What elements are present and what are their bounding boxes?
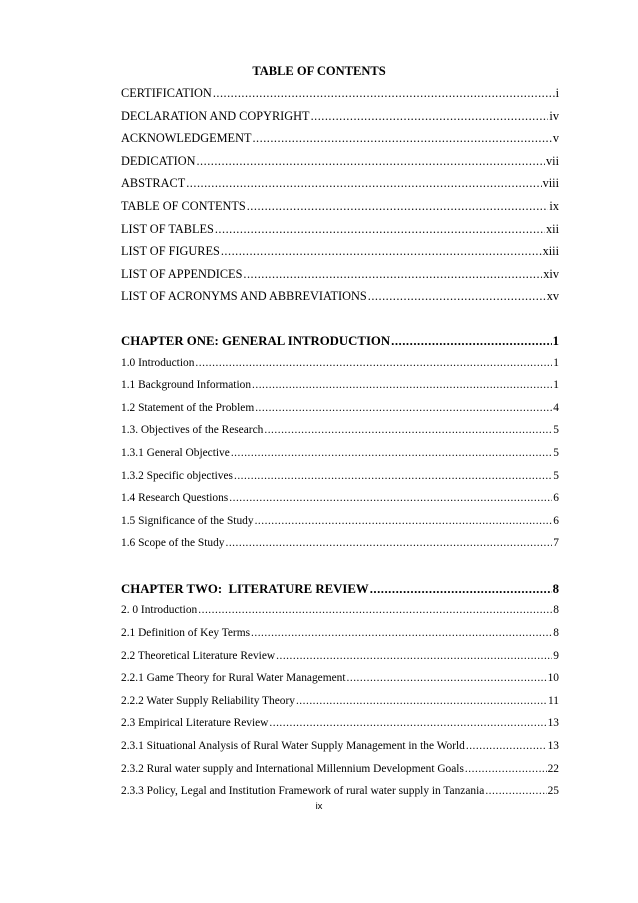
toc-entry[interactable]: [121, 176, 559, 199]
chapter-two-section: [121, 582, 559, 808]
toc-entry[interactable]: [121, 672, 559, 695]
toc-entry[interactable]: [121, 604, 559, 627]
dot-leader: [221, 244, 542, 259]
toc-entry-label: 1.1 Background Information: [121, 379, 252, 392]
toc-entry-page: 9: [553, 649, 559, 662]
toc-entry-label: 1.5 Significance of the Study: [121, 514, 254, 527]
toc-entry[interactable]: [121, 86, 559, 109]
toc-entry-page: 25: [547, 785, 559, 798]
toc-entry-label: 1.3.1 General Objective: [121, 446, 230, 459]
toc-entry[interactable]: [121, 492, 559, 515]
toc-entry-label: DECLARATION AND COPYRIGHT: [121, 108, 310, 123]
toc-entry-label: 2.3 Empirical Literature Review: [121, 717, 269, 730]
dot-leader: [251, 627, 552, 639]
dot-leader: [485, 785, 546, 797]
toc-entry-page: 13: [547, 740, 559, 753]
toc-entry-label: TABLE OF CONTENTS: [121, 198, 246, 213]
dot-leader: [252, 379, 552, 391]
dot-leader: [269, 717, 546, 729]
toc-entry-page: 8: [553, 627, 559, 640]
chapter-heading-page: 8: [552, 581, 559, 596]
chapter-heading-page: 1: [552, 333, 559, 348]
toc-entry-label: LIST OF FIGURES: [121, 244, 220, 259]
dot-leader: [195, 357, 552, 369]
toc-entry-label: 1.0 Introduction: [121, 356, 195, 369]
toc-entry[interactable]: [121, 627, 559, 650]
toc-entry[interactable]: [121, 424, 559, 447]
dot-leader: [243, 267, 542, 282]
toc-entry-page: ix: [549, 198, 559, 213]
toc-entry-label: 2.3.3 Policy, Legal and Institution Framework of rural water supply in Tanzania: [121, 785, 485, 798]
chapter-one-section: [121, 334, 559, 560]
toc-entry-label: ABSTRACT: [121, 176, 186, 191]
toc-entry-page: vii: [546, 153, 559, 168]
toc-entry-label: ACKNOWLEDGEMENT: [121, 131, 252, 146]
toc-entry-label: 2.2.1 Game Theory for Rural Water Management: [121, 672, 346, 685]
toc-entry[interactable]: [121, 109, 559, 132]
toc-entry-label: 1.3. Objectives of the Research: [121, 424, 264, 437]
dot-leader: [311, 109, 549, 124]
toc-entry-page: 5: [553, 446, 559, 459]
toc-entry[interactable]: [121, 357, 559, 380]
toc-entry-label: 2. 0 Introduction: [121, 604, 198, 617]
toc-entry[interactable]: [121, 695, 559, 718]
dot-leader: [255, 402, 552, 414]
toc-entry-page: xiv: [543, 266, 559, 281]
toc-entry-label: 1.2 Statement of the Problem: [121, 401, 255, 414]
toc-entry-label: 2.3.2 Rural water supply and International Millennium Development Goals: [121, 762, 464, 775]
toc-entry-page: 1: [553, 379, 559, 392]
dot-leader: [466, 740, 547, 752]
toc-entry-page: 6: [553, 514, 559, 527]
toc-entry-page: xii: [546, 221, 559, 236]
toc-entry-page: 8: [553, 604, 559, 617]
dot-leader: [255, 515, 553, 527]
dot-leader: [225, 537, 552, 549]
toc-entry-label: CERTIFICATION: [121, 86, 212, 100]
toc-entry-page: iv: [549, 108, 559, 123]
toc-entry-page: xv: [546, 289, 559, 304]
toc-entry[interactable]: [121, 717, 559, 740]
toc-entry[interactable]: [121, 650, 559, 673]
dot-leader: [465, 763, 547, 775]
toc-entry-page: 10: [547, 672, 559, 685]
dot-leader: [247, 199, 549, 214]
toc-entry[interactable]: [121, 199, 559, 222]
toc-entry[interactable]: [121, 537, 559, 560]
toc-entry-page: 5: [553, 424, 559, 437]
toc-entry[interactable]: [121, 154, 559, 177]
toc-entry[interactable]: [121, 402, 559, 425]
chapter-heading[interactable]: [121, 582, 559, 605]
toc-entry[interactable]: [121, 222, 559, 245]
toc-entry[interactable]: [121, 267, 559, 290]
toc-entry[interactable]: [121, 763, 559, 786]
toc-entry-page: i: [555, 86, 559, 100]
toc-entry[interactable]: [121, 379, 559, 402]
toc-entry-label: LIST OF APPENDICES: [121, 266, 243, 281]
toc-entry-label: 2.2.2 Water Supply Reliability Theory: [121, 694, 295, 707]
table-of-contents: [121, 86, 559, 808]
toc-entry-page: 6: [553, 492, 559, 505]
toc-entry-page: 11: [548, 694, 559, 707]
dot-leader: [186, 176, 541, 191]
page-number: ix: [315, 801, 323, 812]
toc-entry-label: 1.4 Research Questions: [121, 492, 229, 505]
toc-entry-label: 2.1 Definition of Key Terms: [121, 627, 251, 640]
toc-entry[interactable]: [121, 740, 559, 763]
dot-leader: [368, 289, 546, 304]
toc-entry[interactable]: [121, 289, 559, 312]
dot-leader: [347, 672, 547, 684]
toc-entry-page: 4: [553, 401, 559, 414]
toc-entry-label: 1.6 Scope of the Study: [121, 537, 225, 550]
dot-leader: [370, 582, 552, 597]
page-title: TABLE OF CONTENTS: [252, 64, 386, 78]
toc-entry-label: 2.2 Theoretical Literature Review: [121, 649, 276, 662]
dot-leader: [213, 86, 555, 101]
toc-entry-label: LIST OF ACRONYMS AND ABBREVIATIONS: [121, 289, 367, 304]
toc-entry-label: 1.3.2 Specific objectives: [121, 469, 233, 482]
toc-entry-label: LIST OF TABLES: [121, 221, 214, 236]
front-matter-list: [121, 86, 559, 312]
toc-entry[interactable]: [121, 515, 559, 538]
dot-leader: [231, 447, 552, 459]
dot-leader: [198, 604, 552, 616]
dot-leader: [196, 154, 545, 169]
toc-entry-page: v: [552, 131, 559, 146]
toc-entry-page: 7: [553, 537, 559, 550]
dot-leader: [229, 492, 552, 504]
dot-leader: [234, 470, 552, 482]
toc-entry[interactable]: [121, 131, 559, 154]
toc-entry-page: 22: [547, 762, 559, 775]
toc-entry-label: 2.3.1 Situational Analysis of Rural Water Supply Management in the World: [121, 740, 465, 753]
chapter-heading-label: CHAPTER ONE: GENERAL INTRODUCTION: [121, 333, 391, 348]
toc-entry[interactable]: [121, 470, 559, 493]
dot-leader: [252, 131, 551, 146]
dot-leader: [391, 334, 551, 349]
toc-entry-page: viii: [542, 176, 559, 191]
toc-entry-page: 5: [553, 469, 559, 482]
toc-entry-page: xiii: [542, 244, 559, 259]
toc-entry-label: DEDICATION: [121, 153, 196, 168]
toc-entry-page: 13: [547, 717, 559, 730]
dot-leader: [264, 424, 552, 436]
toc-entry-page: 1: [553, 356, 559, 369]
dot-leader: [215, 222, 545, 237]
toc-entry[interactable]: [121, 244, 559, 267]
chapter-heading[interactable]: [121, 334, 559, 357]
toc-entry[interactable]: [121, 447, 559, 470]
dot-leader: [296, 695, 547, 707]
chapter-heading-label: CHAPTER TWO: LITERATURE REVIEW: [121, 581, 369, 596]
dot-leader: [276, 650, 552, 662]
